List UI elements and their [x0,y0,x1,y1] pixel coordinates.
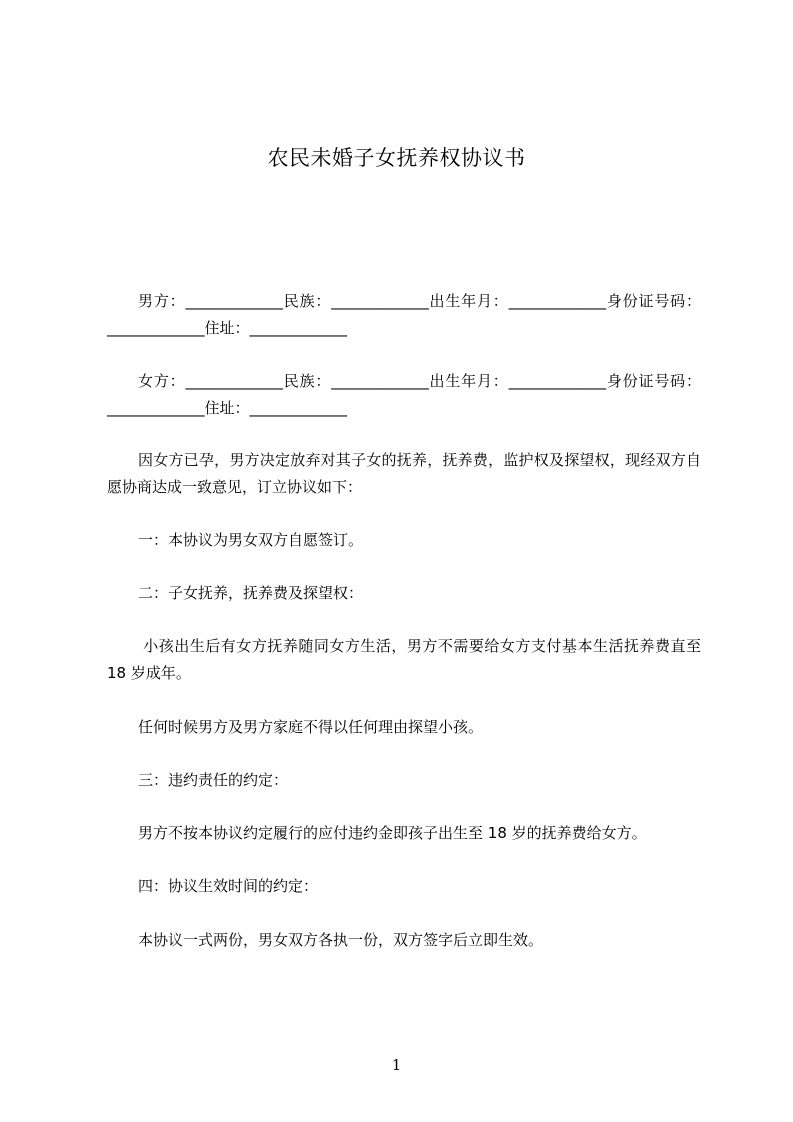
document-title: 农民未婚子女抚养权协议书 [267,146,526,170]
intro-paragraph: 因女方已孕，男方决定放弃对其子女的抚养，抚养费，监护权及探望权，现经双方自愿协商达成一致意见，订立协议如下： [107,451,701,496]
clause-4-paragraph: 本协议一式两份，男女双方各执一份，双方签字后立即生效。 [138,931,544,949]
clause-2-paragraph-2: 任何时候男方及男方家庭不得以任何理由探望小孩。 [138,718,484,736]
clause-1: 一：本协议为男女双方自愿签订。 [138,531,364,549]
clause-4-heading: 四：协议生效时间的约定： [138,877,319,895]
male-party-info: 男方：_____________民族：_____________出生年月：_____________身份证号码：_____________住址：_____________ [107,292,701,337]
female-party-info: 女方：_____________民族：_____________出生年月：_____________身份证号码：_____________住址：_____________ [107,372,701,417]
clause-2-paragraph-1: 小孩出生后有女方抚养随同女方生活，男方不需要给女方支付基本生活抚养费直至 18 岁成年。 [107,637,706,682]
clause-3-heading: 三：违约责任的约定： [138,771,289,789]
clause-2-heading: 二：子女抚养，抚养费及探望权： [138,584,364,602]
clause-3-paragraph: 男方不按本协议约定履行的应付违约金即孩子出生至 18 岁的抚养费给女方。 [138,824,647,842]
page-number: 1 [391,1056,402,1074]
